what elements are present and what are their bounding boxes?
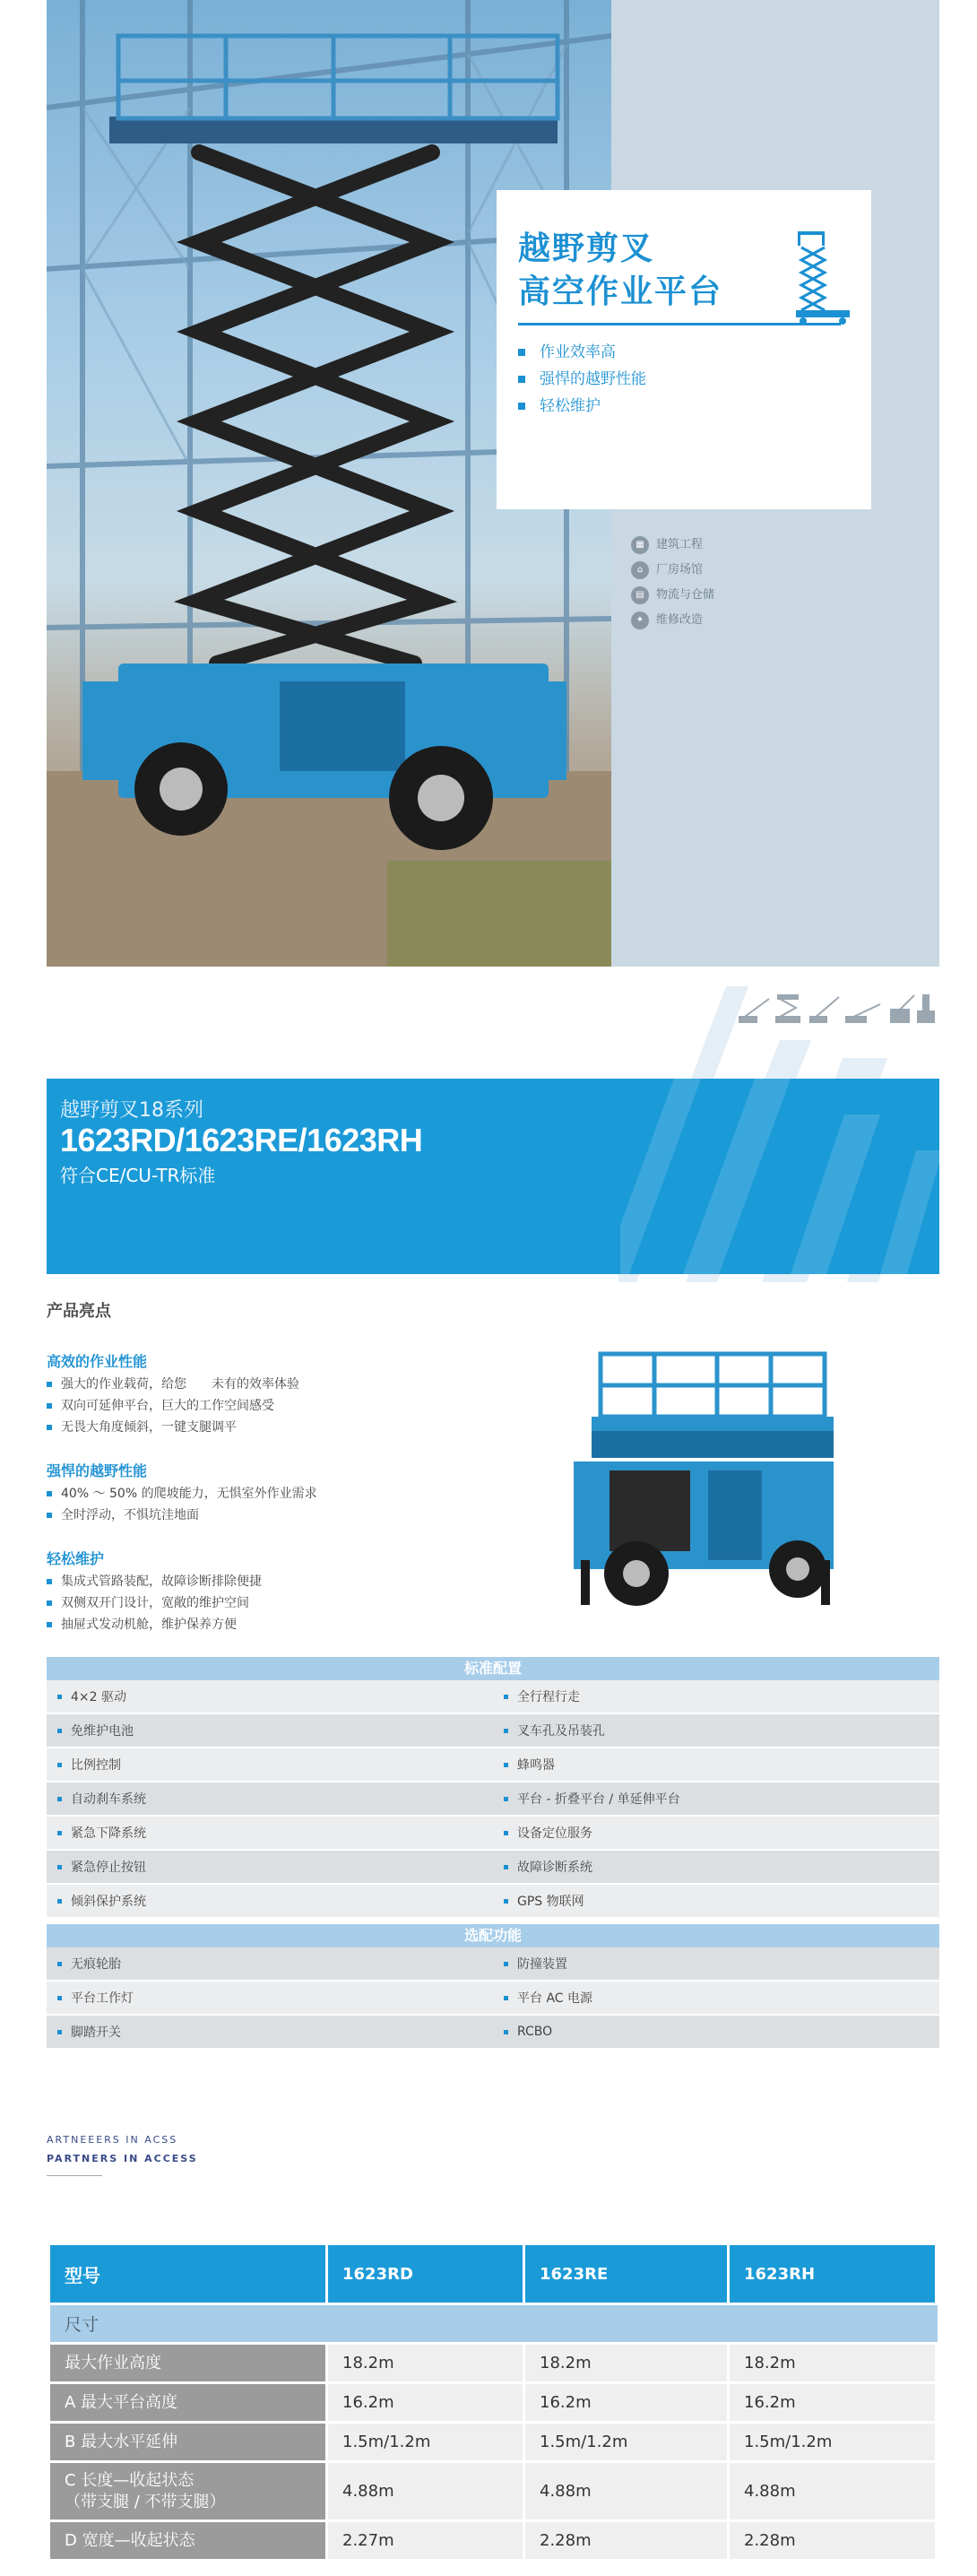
table-cell: 故障诊断系统	[493, 1851, 939, 1883]
hero-title-line1: 越野剪叉	[518, 230, 655, 267]
bullet-square-icon	[504, 1763, 508, 1767]
spec-value: 1.5m/1.2m	[525, 2421, 730, 2460]
bullet-square-icon	[47, 1600, 52, 1606]
table-row	[50, 2460, 938, 2520]
spec-label	[50, 2460, 328, 2520]
spec-value: 16.2m	[525, 2381, 730, 2421]
table-cell: 蜂鸣器	[493, 1748, 939, 1781]
spec-header-row	[50, 2245, 938, 2303]
table-row	[47, 1851, 939, 1885]
spec-label-line: C 长度—收起状态	[65, 2470, 195, 2490]
spec-header-cell: 1623RD	[328, 2245, 525, 2303]
hero-feature-list	[518, 339, 646, 420]
highlight-item: 40% ～ 50% 的爬坡能力，无惧室外作业需求	[47, 1483, 317, 1505]
table-cell: 自动刹车系统	[47, 1782, 493, 1815]
application-item: ✦ 维修改造	[631, 608, 714, 633]
highlight-item: 集成式管路装配，故障诊断排除便捷	[47, 1571, 262, 1592]
spec-label: A 最大平台高度	[50, 2381, 328, 2421]
highlight-item: 双向可延伸平台，巨大的工作空间感受	[47, 1395, 299, 1417]
table-row	[50, 2421, 938, 2460]
highlight-heading: 高效的作业性能	[47, 1353, 148, 1370]
bullet-square-icon	[57, 1763, 62, 1767]
spec-value: 2.27m	[328, 2520, 525, 2559]
hero-feature-item: 作业效率高	[518, 339, 646, 366]
building-icon: ▦	[631, 536, 649, 554]
table-cell: 无痕轮胎	[47, 1947, 493, 1980]
application-item: ⌂ 厂房场馆	[631, 558, 714, 583]
table-cell: 防撞装置	[493, 1947, 939, 1980]
bullet-square-icon	[504, 1695, 508, 1699]
highlight-item: 抽屉式发动机舱，维护保养方便	[47, 1614, 262, 1635]
bullet-square-icon	[504, 1996, 508, 2000]
spec-value: 16.2m	[328, 2381, 525, 2421]
spec-value: 18.2m	[525, 2342, 730, 2381]
hero-section	[47, 0, 939, 967]
spec-label: D 宽度—收起状态	[50, 2520, 328, 2559]
spec-label: 最大作业高度	[50, 2342, 328, 2381]
series-standard: 符合CE/CU-TR标准	[60, 1165, 216, 1186]
table-cell: 紧急停止按钮	[47, 1851, 493, 1883]
partners-line-1: ARTNEEERS IN ACSS	[47, 2134, 178, 2146]
scissor-lift-icon	[792, 228, 855, 326]
hero-title-card	[497, 190, 871, 509]
scissor-lift-product-image	[556, 1345, 852, 1641]
table-cell: 脚踏开关	[47, 2016, 493, 2048]
bullet-square-icon	[518, 376, 525, 383]
product-family-icons	[739, 992, 938, 1024]
bullet-square-icon	[518, 403, 525, 410]
partners-divider	[47, 2175, 102, 2176]
table-row	[47, 1817, 939, 1851]
bullet-square-icon	[47, 1382, 52, 1387]
table-cell: 全行程行走	[493, 1680, 939, 1713]
decorative-stripes	[620, 1079, 939, 1274]
bullet-square-icon	[47, 1403, 52, 1409]
highlight-item: 双侧双开门设计，宽敞的维护空间	[47, 1592, 262, 1614]
spec-value: 4.88m	[525, 2460, 730, 2520]
bullet-square-icon	[518, 349, 525, 356]
application-item: ▦ 建筑工程	[631, 533, 714, 558]
spec-table	[50, 2245, 938, 2559]
highlight-item: 全时浮动，不惧坑洼地面	[47, 1505, 317, 1526]
highlight-item: 强大的作业载荷，给您 未有的效率体验	[47, 1374, 299, 1395]
series-subtitle: 越野剪叉18系列	[60, 1099, 203, 1122]
spec-label: B 最大水平延伸	[50, 2421, 328, 2460]
standard-config-header: 标准配置	[47, 1657, 939, 1680]
bullet-square-icon	[504, 1865, 508, 1869]
table-row	[50, 2381, 938, 2421]
optional-config-table	[47, 1924, 939, 2050]
spec-section-title: 尺寸	[50, 2303, 938, 2342]
spec-header-cell: 1623RE	[525, 2245, 730, 2303]
highlight-heading: 轻松维护	[47, 1550, 105, 1567]
factory-icon: ⌂	[631, 561, 649, 579]
bullet-square-icon	[57, 1797, 62, 1801]
table-row	[47, 1714, 939, 1748]
bullet-square-icon	[57, 1695, 62, 1699]
table-row	[47, 1947, 939, 1982]
highlight-item: 无畏大角度倾斜，一键支腿调平	[47, 1417, 299, 1438]
spec-value: 1.5m/1.2m	[328, 2421, 525, 2460]
wrench-icon: ✦	[631, 611, 649, 629]
bullet-square-icon	[57, 1962, 62, 1966]
spec-header-cell: 1623RH	[730, 2245, 938, 2303]
spec-value: 1.5m/1.2m	[730, 2421, 938, 2460]
bullet-square-icon	[504, 1899, 508, 1904]
bullet-square-icon	[57, 1899, 62, 1904]
table-row	[47, 1885, 939, 1919]
bullet-square-icon	[504, 2030, 508, 2034]
bullet-square-icon	[47, 1491, 52, 1496]
spec-value: 4.88m	[730, 2460, 938, 2520]
bullet-square-icon	[57, 1996, 62, 2000]
bullet-square-icon	[504, 1831, 508, 1835]
bullet-square-icon	[504, 1729, 508, 1733]
table-cell: 免维护电池	[47, 1714, 493, 1747]
bullet-square-icon	[47, 1622, 52, 1627]
highlight-group	[47, 1352, 299, 1438]
table-cell: 紧急下降系统	[47, 1817, 493, 1849]
bullet-square-icon	[57, 1831, 62, 1835]
table-cell: 设备定位服务	[493, 1817, 939, 1849]
series-model-numbers: 1623RD/1623RE/1623RH	[60, 1122, 423, 1158]
bullet-square-icon	[504, 1962, 508, 1966]
spec-value: 2.28m	[525, 2520, 730, 2559]
spec-label-line: （带支腿 / 不带支腿）	[65, 2492, 226, 2511]
bullet-square-icon	[57, 1729, 62, 1733]
standard-config-table	[47, 1657, 939, 1919]
highlight-group	[47, 1461, 317, 1526]
table-row	[50, 2342, 938, 2381]
table-cell: 比例控制	[47, 1748, 493, 1781]
bullet-square-icon	[57, 1865, 62, 1869]
hero-feature-item: 强悍的越野性能	[518, 366, 646, 393]
bullet-square-icon	[57, 2030, 62, 2034]
spec-value: 18.2m	[328, 2342, 525, 2381]
table-cell: RCBO	[493, 2016, 939, 2048]
spec-value: 2.28m	[730, 2520, 938, 2559]
table-cell: 平台 AC 电源	[493, 1982, 939, 2014]
spec-header-cell: 型号	[50, 2245, 328, 2303]
table-cell: 4×2 驱动	[47, 1680, 493, 1713]
table-cell: 叉车孔及吊装孔	[493, 1714, 939, 1747]
partners-tagline	[47, 2134, 198, 2176]
table-cell: 平台工作灯	[47, 1982, 493, 2014]
highlights-title: 产品亮点	[47, 1302, 111, 1321]
table-cell: GPS 物联网	[493, 1885, 939, 1917]
spec-value: 16.2m	[730, 2381, 938, 2421]
table-cell: 倾斜保护系统	[47, 1885, 493, 1917]
hero-title-line2: 高空作业平台	[518, 273, 723, 310]
bullet-square-icon	[47, 1579, 52, 1584]
warehouse-icon: ▤	[631, 586, 649, 604]
bullet-square-icon	[504, 1797, 508, 1801]
table-row	[50, 2520, 938, 2559]
highlight-group	[47, 1549, 262, 1635]
spec-value: 18.2m	[730, 2342, 938, 2381]
bullet-square-icon	[47, 1513, 52, 1518]
series-banner	[47, 1079, 939, 1274]
hero-feature-item: 轻松维护	[518, 393, 646, 420]
table-row	[47, 1680, 939, 1714]
table-row	[47, 1982, 939, 2016]
table-row	[47, 1748, 939, 1782]
application-list	[631, 533, 714, 633]
table-row	[47, 2016, 939, 2050]
spec-value: 4.88m	[328, 2460, 525, 2520]
optional-config-header: 选配功能	[47, 1924, 939, 1947]
table-cell: 平台 - 折叠平台 / 单延伸平台	[493, 1782, 939, 1815]
partners-line-2: PARTNERS IN ACCESS	[47, 2153, 198, 2164]
table-row	[47, 1782, 939, 1817]
highlight-heading: 强悍的越野性能	[47, 1462, 148, 1479]
bullet-square-icon	[47, 1425, 52, 1430]
application-item: ▤ 物流与仓储	[631, 583, 714, 608]
